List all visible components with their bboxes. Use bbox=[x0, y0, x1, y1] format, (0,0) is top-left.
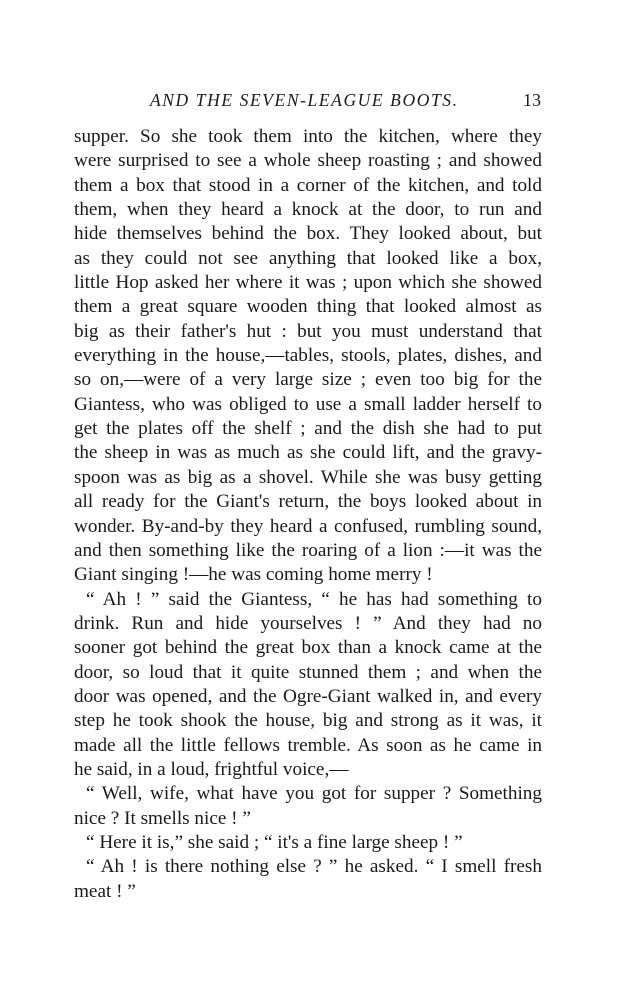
text-line: everything in the house,—tables, stools, plates, dishes, and bbox=[74, 345, 542, 367]
text-line: Giantess, who was obliged to use a small ladder herself to bbox=[74, 393, 542, 415]
text-line: meat ! ” bbox=[74, 880, 136, 902]
text-line: them a box that stood in a corner of the kitchen, and told bbox=[74, 174, 542, 196]
text-line: the sheep in was as much as she could lift, and the gravy- bbox=[74, 442, 542, 464]
text-line: he said, in a loud, frightful voice,— bbox=[74, 758, 349, 780]
text-line: were surprised to see a whole sheep roasting ; and showed bbox=[74, 150, 542, 172]
text-line: big as their father's hut : but you must understand that bbox=[74, 320, 542, 342]
text-line: spoon was as big as a shovel. While she was busy getting bbox=[74, 466, 542, 488]
text-line: and then something like the roaring of a lion :—it was the bbox=[74, 539, 542, 561]
running-head bbox=[0, 90, 622, 116]
text-line: sooner got behind the great box than a knock came at the bbox=[74, 637, 542, 659]
text-line: supper. So she took them into the kitchen, where they bbox=[74, 126, 542, 147]
text-line: hide themselves behind the box. They looked about, but bbox=[74, 223, 542, 245]
text-line: little Hop asked her where it was ; upon which she showed bbox=[74, 272, 542, 294]
text-line: nice ? It smells nice ! ” bbox=[74, 807, 251, 829]
text-line: get the plates off the shelf ; and the dish she had to put bbox=[74, 418, 542, 440]
running-title: AND THE SEVEN-LEAGUE BOOTS. bbox=[150, 90, 459, 110]
text-line: as they could not see anything that looked like a box, bbox=[74, 247, 542, 269]
text-line: step he took shook the house, big and strong as it was, it bbox=[74, 710, 542, 732]
text-line: “ Ah ! is there nothing else ? ” he asked. “ I smell fresh bbox=[86, 856, 542, 878]
text-line: wonder. By-and-by they heard a confused, rumbling sound, bbox=[74, 515, 542, 537]
text-line: Giant singing !—he was coming home merry ! bbox=[74, 564, 433, 586]
text-line: all ready for the Giant's return, the boys looked about in bbox=[74, 491, 542, 513]
text-line: them, when they heard a knock at the door, to run and bbox=[74, 199, 542, 221]
text-line: them a great square wooden thing that looked almost as bbox=[74, 296, 542, 318]
page-number: 13 bbox=[523, 90, 541, 110]
text-line: drink. Run and hide yourselves ! ” And they had no bbox=[74, 612, 542, 634]
text-line: so on,—were of a very large size ; even too big for the bbox=[74, 369, 542, 391]
text-line: door, so loud that it quite stunned them ; and when the bbox=[74, 661, 542, 683]
text-line: “ Ah ! ” said the Giantess, “ he has had something to bbox=[86, 588, 542, 610]
text-line: “ Well, wife, what have you got for supper ? Something bbox=[86, 783, 542, 805]
body-text bbox=[74, 125, 542, 904]
text-line: made all the little fellows tremble. As soon as he came in bbox=[74, 734, 542, 756]
text-line: “ Here it is,” she said ; “ it's a fine large sheep ! ” bbox=[86, 831, 463, 853]
text-line: door was opened, and the Ogre-Giant walked in, and every bbox=[74, 685, 542, 707]
